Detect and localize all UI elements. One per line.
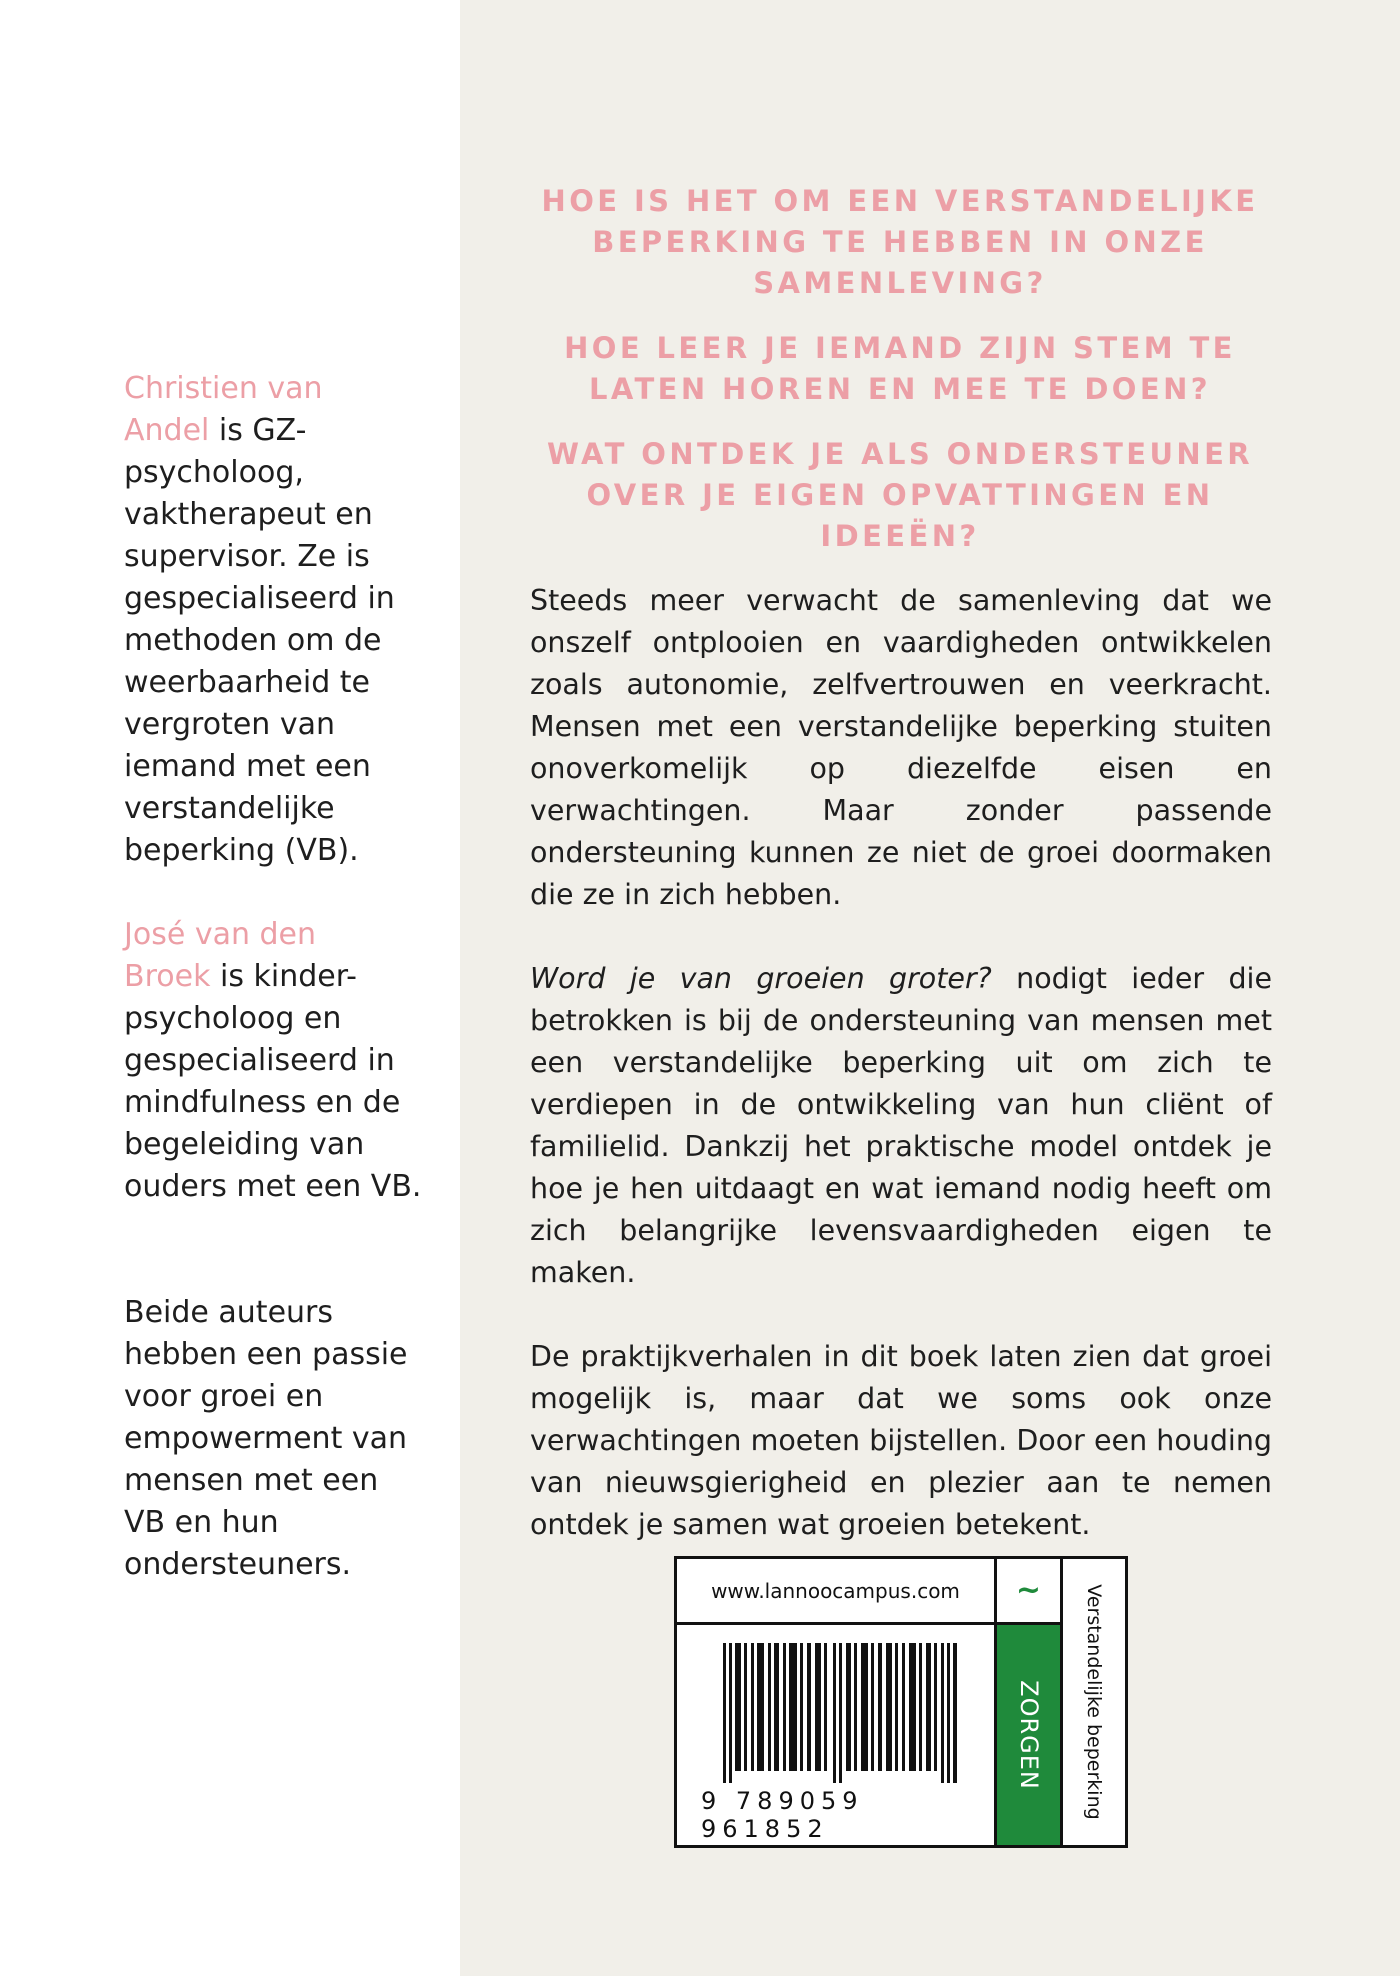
publisher-url[interactable]: www.lannoocampus.com — [677, 1559, 997, 1625]
author-bio-text: is kinder-psycholoog en gespecialiseerd in mindfulness en de begeleiding van ouders met een VB. — [124, 959, 422, 1204]
question-3: WAT ONTDEK JE ALS ONDERSTEUNER OVER JE EIGEN OPVATTINGEN EN IDEEËN? — [546, 437, 1254, 553]
barcode-icon — [723, 1643, 957, 1783]
subject-label: Verstandelijke beperking — [1083, 1584, 1105, 1820]
question-1: HOE IS HET OM EEN VERSTANDELIJKE BEPERKING TE HEBBEN IN ONZE SAMENLEVING? — [541, 184, 1259, 300]
author-bio-jose — [124, 914, 424, 1208]
authors-shared-bio: Beide auteurs hebben een passie voor groei en empowerment van mensen met een VB en hun ondersteuners. — [124, 1295, 408, 1582]
cover-questions — [520, 181, 1280, 581]
author-bio-text: is GZ-psycholoog, vaktherapeut en supervisor. Ze is gespecialiseerd in methoden om de weerbaarheid te vergroten van iemand met een verstandelijke beperking (VB). — [124, 413, 395, 868]
blurb-paragraph-3: De praktijkverhalen in dit boek laten zien dat groei mogelijk is, maar dat we soms ook onze verwachtingen moeten bijstellen. Door een houding van nieuwsgierigheid en plezier aan te nemen ontdek je samen wat groeien betekent. — [530, 1340, 1272, 1541]
author-name-christien: Christien van Andel — [124, 371, 323, 448]
author-bio-christien — [124, 368, 424, 872]
blurb-paragraph-1: Steeds meer verwacht de samenleving dat we onszelf ontplooien en vaardigheden ontwikkelen zoals autonomie, zelfvertrouwen en veerkracht. Mensen met een verstandelijke beperking stuiten onoverkomelijk op diezelfde eisen en verwachtingen. Maar zonder passende ondersteuning kunnen ze niet de groei doormaken die ze in zich hebben. — [530, 584, 1272, 911]
publisher-logo-icon: ~ — [997, 1559, 1063, 1625]
book-title: Word je van groeien groter? — [530, 962, 992, 995]
barcode-block — [674, 1556, 1128, 1848]
category-label: ZORGEN — [997, 1625, 1063, 1845]
isbn-number: 9 789059 961852 — [701, 1787, 864, 1843]
question-2: HOE LEER JE IEMAND ZIJN STEM TE LATEN HOREN EN MEE TE DOEN? — [564, 331, 1236, 406]
author-name-jose: José van den Broek — [124, 917, 317, 994]
blurb-paragraph-2: Word je van groeien groter? nodigt ieder die betrokken is bij de ondersteuning van mensen met een verstandelijke beperking uit om zich te verdiepen in de ontwikkeling van hun cliënt of familielid. Dankzij het praktische model ontdek je hoe je hen uitdaagt en wat iemand nodig heeft om zich belangrijke levensvaardigheden eigen te maken. — [530, 962, 1272, 1289]
barcode-area — [677, 1625, 997, 1845]
blurb — [530, 580, 1272, 1588]
